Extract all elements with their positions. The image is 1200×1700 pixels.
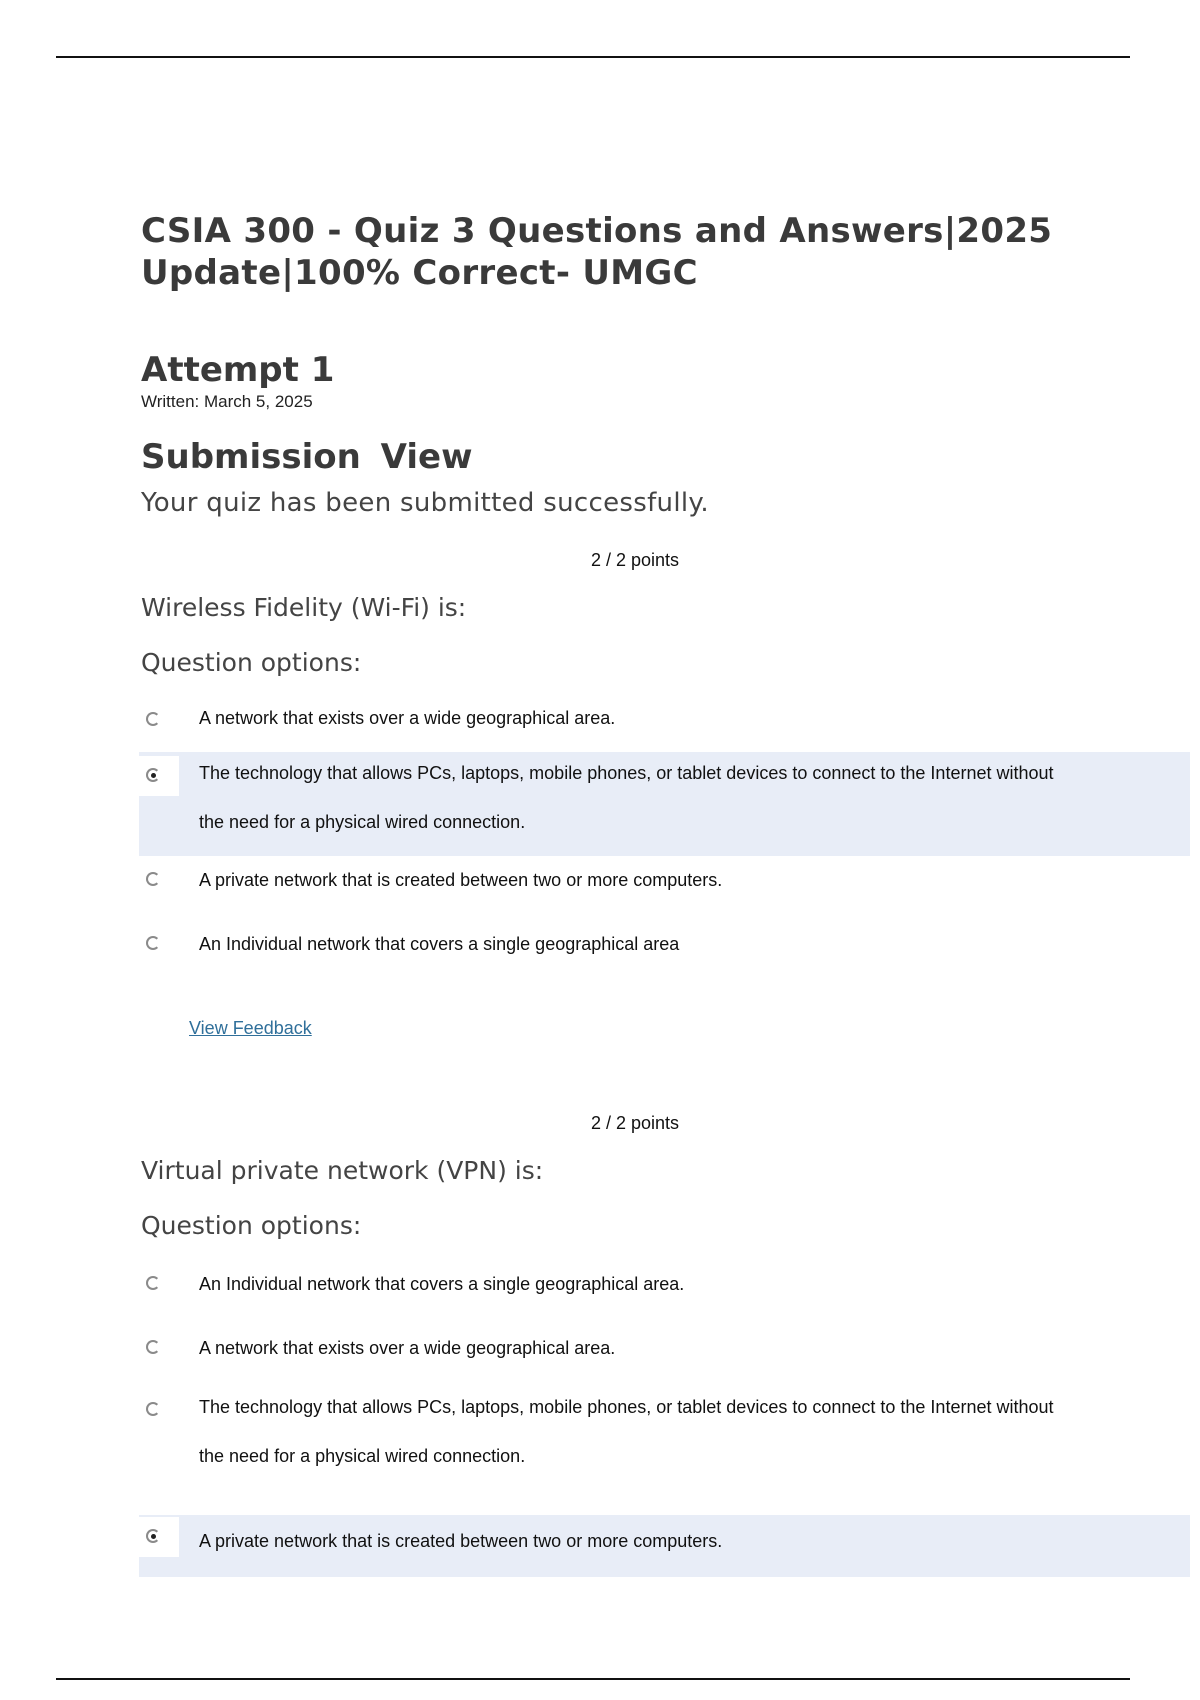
question-2-points: 2 / 2 points — [591, 1113, 680, 1133]
option-text: The technology that allows PCs, laptops, mobile phones, or tablet devices to connect to the Internet without the need for a physical wired connection. — [199, 1397, 1054, 1466]
question-1-options-label: Question options: — [141, 648, 362, 677]
bottom-rule — [56, 1678, 1130, 1680]
question-1-option-1[interactable] — [139, 702, 1190, 752]
radio-unchecked-icon[interactable] — [146, 1340, 160, 1354]
option-text: An Individual network that covers a single geographical area. — [199, 1274, 685, 1294]
question-2-option-3[interactable] — [139, 1386, 1190, 1490]
view-feedback-link[interactable]: View Feedback — [189, 1018, 312, 1038]
title-line-2: Update|100% Correct- UMGC — [141, 253, 698, 293]
radio-unchecked-icon[interactable] — [146, 1276, 160, 1290]
question-2-option-4-selected[interactable] — [139, 1515, 1190, 1577]
question-1-option-2-selected[interactable] — [139, 752, 1190, 856]
question-1-points: 2 / 2 points — [591, 550, 680, 570]
attempt-heading: Attempt 1 — [141, 350, 335, 390]
question-2-option-1[interactable] — [139, 1266, 1190, 1322]
document-page — [141, 210, 1191, 1551]
question-1-text: Wireless Fidelity (Wi-Fi) is: — [141, 593, 467, 622]
submitted-message: Your quiz has been submitted successfully. — [141, 488, 709, 518]
option-text: A network that exists over a wide geographical area. — [199, 1338, 616, 1358]
radio-unchecked-icon[interactable] — [146, 936, 160, 950]
option-text: A private network that is created between two or more computers. — [199, 1531, 723, 1551]
document-title — [141, 210, 1191, 294]
radio-unchecked-icon[interactable] — [146, 1402, 160, 1416]
option-text: A private network that is created between two or more computers. — [199, 870, 723, 890]
option-text: A network that exists over a wide geographical area. — [199, 708, 616, 728]
top-rule — [56, 56, 1130, 58]
question-2-text: Virtual private network (VPN) is: — [141, 1156, 544, 1185]
question-1-option-3[interactable] — [139, 862, 1190, 918]
submission-heading: Submission View — [141, 437, 473, 477]
option-text: The technology that allows PCs, laptops, mobile phones, or tablet devices to connect to the Internet without the need for a physical wired connection. — [199, 763, 1054, 832]
title-line-1: CSIA 300 - Quiz 3 Questions and Answers|2025 — [141, 211, 1053, 251]
radio-checked-icon[interactable] — [146, 768, 160, 782]
question-2-options-label: Question options: — [141, 1211, 362, 1240]
radio-checked-icon[interactable] — [146, 1529, 160, 1543]
radio-unchecked-icon[interactable] — [146, 712, 160, 726]
radio-unchecked-icon[interactable] — [146, 872, 160, 886]
written-date: Written: March 5, 2025 — [141, 392, 313, 411]
question-2-option-2[interactable] — [139, 1330, 1190, 1386]
option-text: An Individual network that covers a single geographical area — [199, 934, 680, 954]
question-1-option-4[interactable] — [139, 926, 1190, 982]
